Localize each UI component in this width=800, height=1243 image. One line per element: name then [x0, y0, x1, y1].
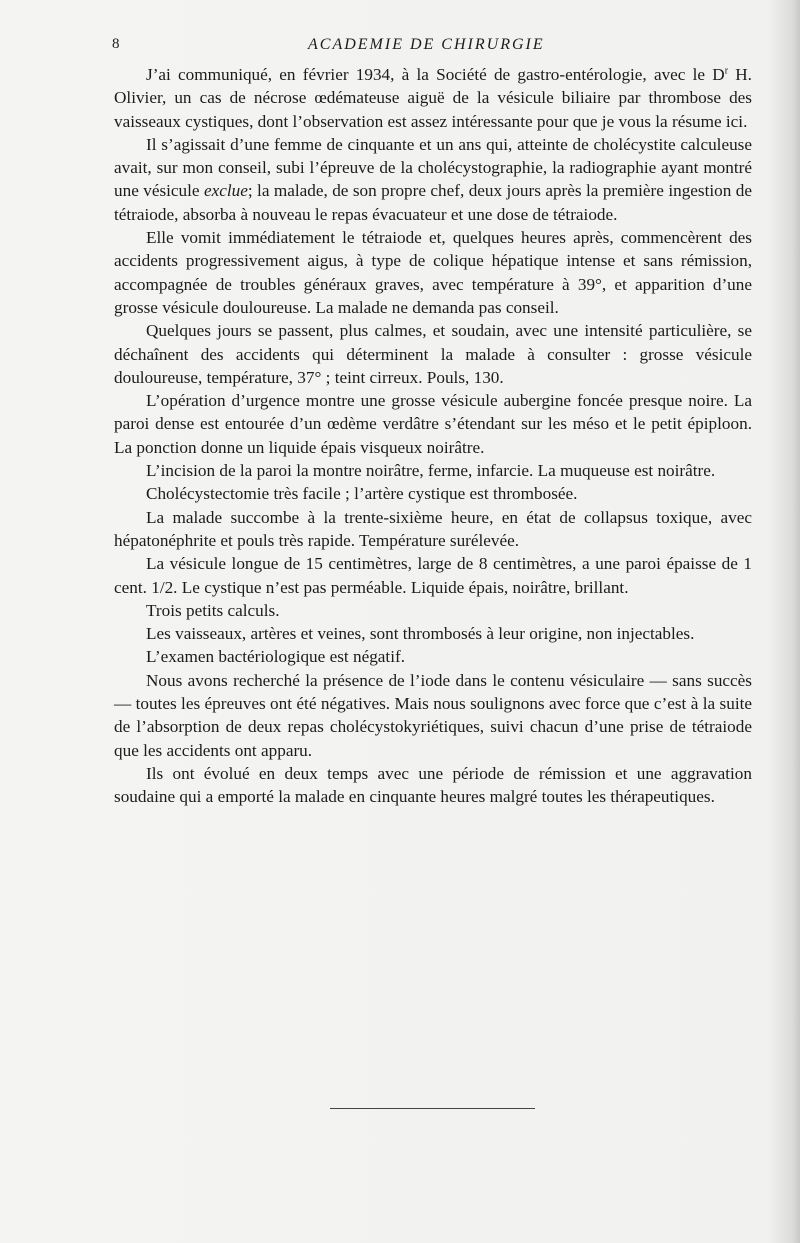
section-end-rule: [330, 1108, 535, 1109]
paragraph-8: La malade succombe à la trente-sixième heure, en état de collapsus toxique, avec hépatonéphrite et pouls très rapide. Température surélevée.: [114, 507, 752, 550]
paragraph-5: L’opération d’urgence montre une grosse vésicule aubergine foncée presque noire. La paroi dense est entourée d’un œdème verdâtre s’étendant sur les méso et le petit épiploon. La ponction donne un liquide épais visqueux noirâtre.: [114, 391, 752, 457]
paragraph-14: Ils ont évolué en deux temps avec une période de rémission et une aggravation soudaine qui a emporté la malade en cinquante heures malgré toutes les thérapeutiques.: [114, 763, 752, 807]
page-header: [112, 36, 752, 58]
paragraph-11: Les vaisseaux, artères et veines, sont thrombosés à leur origine, non injectables.: [146, 624, 695, 644]
paragraph-12: L’examen bactériologique est négatif.: [146, 647, 405, 667]
page-number: 8: [112, 36, 121, 52]
paragraph-9: La vésicule longue de 15 centimètres, large de 8 centimètres, a une paroi épaisse de 1 cent. 1/2. Le cystique n’est pas perméable. Liquide épais, noirâtre, brillant.: [114, 554, 752, 597]
running-title: ACADEMIE DE CHIRURGIE: [308, 36, 545, 53]
paragraph-13: Nous avons recherché la présence de l’iode dans le contenu vésiculaire — sans succès — toutes les épreuves ont été négatives. Mais nous soulignons avec force que c’est à la suite de l’absorption de deux repas cholécystokyriétiques, suivi chacun d’une prise de tétraiode que les accidents ont apparu.: [114, 670, 752, 760]
paragraph-10: Trois petits calculs.: [146, 600, 280, 620]
paragraph-3: Elle vomit immédiatement le tétraiode et, quelques heures après, commencèrent des accidents progressivement aigus, à type de colique hépatique intense et sans rémission, accompagnée de troubles généraux graves, avec température à 39°, et apparition d’une grosse vésicule douloureuse. La malade ne demanda pas conseil.: [114, 228, 752, 317]
paragraph-1: J’ai communiqué, en février 1934, à la Société de gastro-entérologie, avec le $D^r$ H. Olivier, un cas de nécrose œdémateuse aiguë de la vésicule biliaire par thrombose des vaisseaux cystiques, dont l’observation est assez intéressante pour que je vous la résume ici.: [114, 65, 752, 131]
paragraph-7: Cholécystectomie très facile ; l’artère cystique est thrombosée.: [146, 484, 578, 504]
article-body: [114, 63, 752, 809]
paragraph-2: Il s’agissait d’une femme de cinquante et un ans qui, atteinte de cholécystite calculeuse avait, sur mon conseil, subi l’épreuve de la cholécystographie, la radiographie ayant montré une vésicule exclue; la malade, de son propre chef, deux jours après la première ingestion de tétraiode, absorba à nouveau le repas évacuateur et une dose de tétraiode.: [114, 134, 752, 224]
paragraph-4: Quelques jours se passent, plus calmes, et soudain, avec une intensité particulière, se déchaînent des accidents qui déterminent la malade à consulter : grosse vésicule douloureuse, température, 37° ; teint cirreux. Pouls, 130.: [114, 321, 752, 387]
paragraph-6: L’incision de la paroi la montre noirâtre, ferme, infarcie. La muqueuse est noirâtre.: [146, 461, 716, 481]
